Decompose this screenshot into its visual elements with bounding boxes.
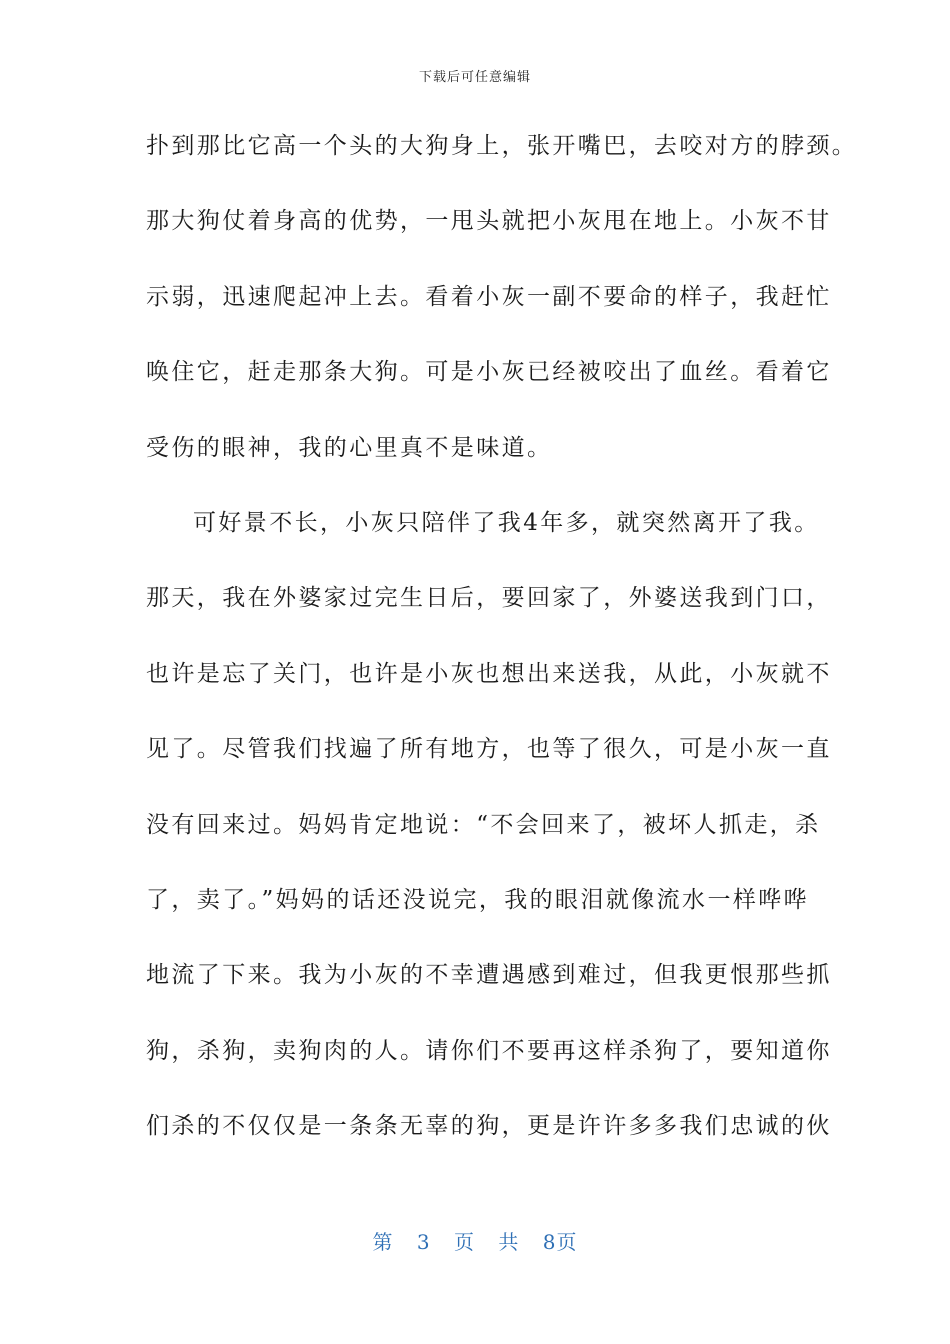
text-line: 那天，我在外婆家过完生日后，要回家了，外婆送我到门口， (146, 585, 832, 612)
total-pages: 8页 (542, 1230, 578, 1254)
text-line: 了，卖了。”妈妈的话还没说完，我的眼泪就像流水一样哗哗 (146, 886, 810, 913)
text-line: 没有回来过。妈妈肯定地说：“不会回来了，被坏人抓走，杀 (146, 811, 821, 838)
text-line: 们杀的不仅仅是一条条无辜的狗，更是许许多多我们忠诚的伙 (146, 1113, 832, 1140)
text-line: 也许是忘了关门，也许是小灰也想出来送我，从此，小灰就不 (146, 660, 832, 687)
text-line: 扑到那比它高一个头的大狗身上，张开嘴巴，去咬对方的脖颈。 (146, 133, 858, 159)
body-text (146, 120, 858, 1175)
text-line: 狗，杀狗，卖狗肉的人。请你们不要再这样杀狗了，要知道你 (146, 1037, 832, 1064)
text-line: 那大狗仗着身高的优势，一甩头就把小灰甩在地上。小灰不甘 (146, 208, 832, 235)
page-label-prefix: 第 (372, 1230, 394, 1254)
total-label-prefix: 共 (498, 1230, 520, 1254)
text-line: 受伤的眼神，我的心里真不是味道。 (146, 434, 553, 461)
page-label-mid: 页 (454, 1230, 475, 1254)
current-page-number: 3 (416, 1230, 431, 1254)
text-line: 见了。尽管我们找遍了所有地方，也等了很久，可是小灰一直 (146, 736, 832, 763)
page-number-footer (0, 1226, 950, 1255)
paragraph-first-line: 可好景不长，小灰只陪伴了我4年多，就突然离开了我。 (193, 509, 820, 536)
text-line: 地流了下来。我为小灰的不幸遭遇感到难过，但我更恨那些抓 (146, 962, 832, 989)
text-line: 示弱，迅速爬起冲上去。看着小灰一副不要命的样子，我赶忙 (146, 283, 832, 310)
page-header-note: 下载后可任意编辑 (418, 70, 531, 85)
text-line: 唤住它，赶走那条大狗。可是小灰已经被咬出了血丝。看着它 (146, 359, 832, 386)
